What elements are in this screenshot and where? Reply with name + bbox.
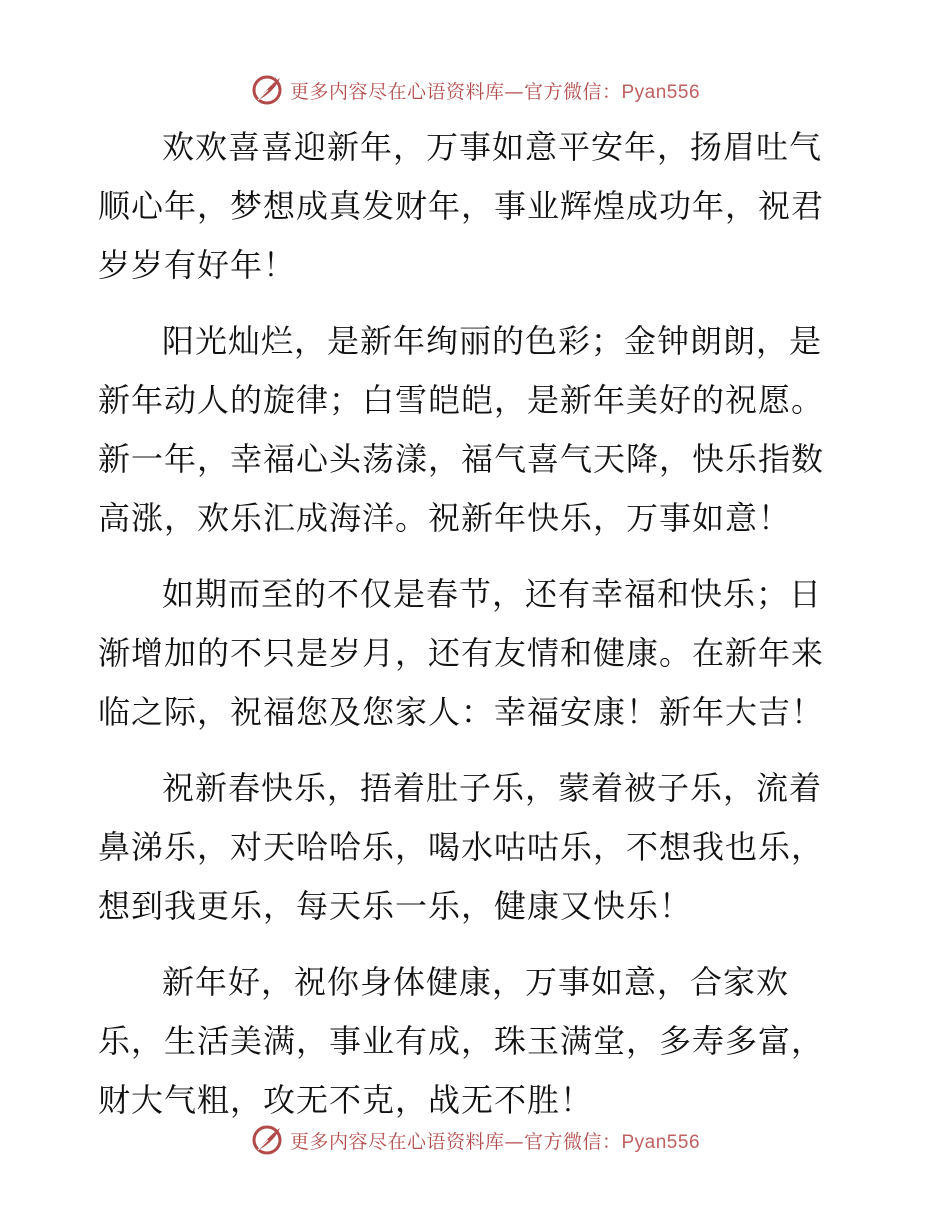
paragraph-line: 新年好，祝你身体健康，万事如意，合家欢: [162, 963, 790, 1001]
paragraph-line: 如期而至的不仅是春节，还有幸福和快乐；日: [162, 575, 823, 613]
paragraph-4: [98, 759, 850, 936]
banner-label: 官方微信：: [523, 1130, 622, 1153]
paragraph-line: 想到我更乐，每天乐一乐，健康又快乐！: [98, 887, 693, 925]
banner-dash: —: [504, 80, 524, 103]
paragraph-2: [98, 312, 850, 548]
header-banner: [0, 72, 950, 108]
banner-wechat-id: Pyan556: [621, 81, 701, 103]
feather-pen-circle-logo-icon: [250, 1123, 284, 1157]
footer-banner-text: [290, 1127, 700, 1154]
body-text: [98, 118, 850, 1147]
paragraph-line: 岁岁有好年！: [98, 246, 297, 284]
banner-main-text: 更多内容尽在心语资料库: [289, 1130, 505, 1153]
paragraph-3: [98, 565, 850, 742]
banner-dash: —: [504, 1130, 524, 1153]
paragraph-line: 顺心年，梦想成真发财年，事业辉煌成功年，祝君: [98, 187, 825, 225]
banner-wechat-id: Pyan556: [621, 1131, 701, 1153]
feather-pen-circle-logo-icon: [250, 73, 284, 107]
paragraph-line: 阳光灿烂，是新年绚丽的色彩；金钟朗朗，是: [162, 322, 823, 360]
paragraph-line: 渐增加的不只是岁月，还有友情和健康。在新年来: [98, 634, 825, 672]
header-banner-text: [290, 77, 700, 104]
paragraph-line: 新一年，幸福心头荡漾，福气喜气天降，快乐指数: [98, 440, 825, 478]
paragraph-1: [98, 118, 850, 295]
paragraph-line: 高涨，欢乐汇成海洋。祝新年快乐，万事如意！: [98, 499, 792, 537]
paragraph-line: 财大气粗，攻无不克，战无不胜！: [98, 1081, 594, 1119]
paragraph-line: 临之际，祝福您及您家人：幸福安康！新年大吉！: [98, 693, 825, 731]
paragraph-line: 欢欢喜喜迎新年，万事如意平安年，扬眉吐气: [162, 128, 823, 166]
paragraph-line: 祝新春快乐，捂着肚子乐，蒙着被子乐，流着: [162, 769, 823, 807]
banner-main-text: 更多内容尽在心语资料库: [289, 80, 505, 103]
paragraph-5: [98, 953, 850, 1130]
paragraph-line: 新年动人的旋律；白雪皑皑，是新年美好的祝愿。: [98, 381, 825, 419]
paragraph-line: 乐，生活美满，事业有成，珠玉满堂，多寿多富，: [98, 1022, 825, 1060]
banner-label: 官方微信：: [523, 80, 622, 103]
paragraph-line: 鼻涕乐，对天哈哈乐，喝水咕咕乐，不想我也乐，: [98, 828, 825, 866]
footer-banner: [0, 1122, 950, 1158]
